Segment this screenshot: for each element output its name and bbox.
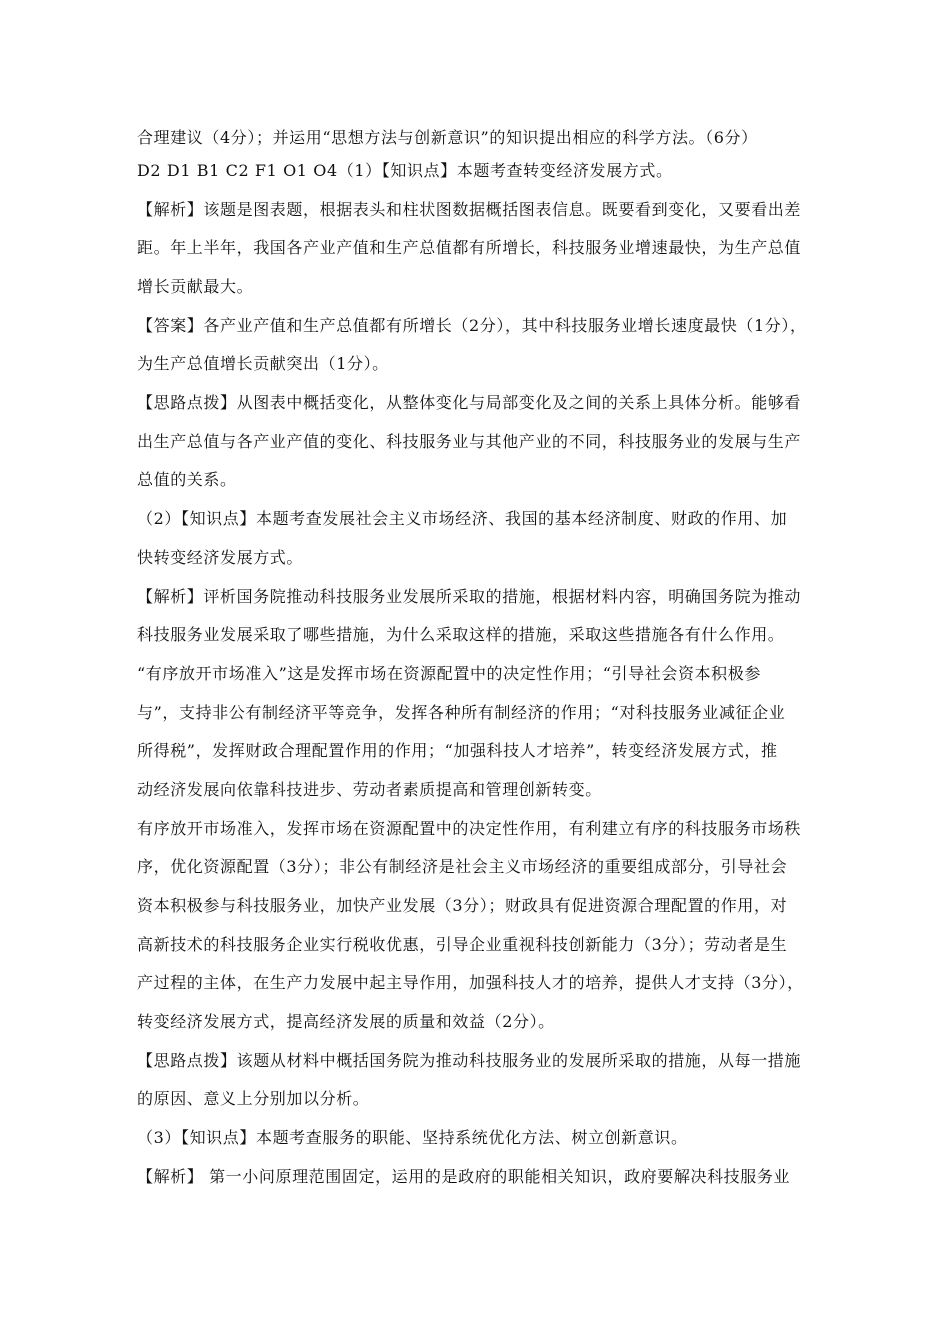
text-line: 产过程的主体，在生产力发展中起主导作用，加强科技人才的培养，提供人才支持（3分）， bbox=[137, 973, 804, 992]
text-line: 【解析】 第一小问原理范围固定，运用的是政府的职能相关知识，政府要解决科技服务业 bbox=[137, 1167, 791, 1186]
text-line: 科技服务业发展采取了哪些措施，为什么采取这样的措施，采取这些措施各有什么作用。 bbox=[137, 625, 785, 644]
text-line: 快转变经济发展方式。 bbox=[137, 548, 304, 567]
text-line: 总值的关系。 bbox=[137, 470, 237, 489]
text-line: 为生产总值增长贡献突出（1分）。 bbox=[137, 354, 389, 373]
text-line: 资本积极参与科技服务业，加快产业发展（3分）；财政具有促进资源合理配置的作用，对 bbox=[137, 896, 788, 915]
text-line: 序，优化资源配置（3分）；非公有制经济是社会主义市场经济的重要组成部分，引导社会 bbox=[137, 857, 788, 876]
text-line: “有序放开市场准入”这是发挥市场在资源配置中的决定性作用；“引导社会资本积极参 bbox=[137, 664, 761, 683]
text-line: （3）【知识点】本题考查服务的职能、坚持系统优化方法、树立创新意识。 bbox=[137, 1128, 688, 1147]
text-line: 合理建议（4分）；并运用“思想方法与创新意识”的知识提出相应的科学方法。（6分） bbox=[137, 128, 758, 147]
text-line: 距。年上半年，我国各产业产值和生产总值都有所增长，科技服务业增速最快，为生产总值 bbox=[137, 238, 802, 257]
text-line: 【解析】该题是图表题，根据表头和柱状图数据概括图表信息。既要看到变化，又要看出差 bbox=[137, 200, 802, 219]
text-line: 的原因、意义上分别加以分析。 bbox=[137, 1089, 370, 1108]
text-line: 【答案】各产业产值和生产总值都有所增长（2分），其中科技服务业增长速度最快（1分）， bbox=[137, 316, 807, 335]
text-line: 出生产总值与各产业产值的变化、科技服务业与其他产业的不同，科技服务业的发展与生产 bbox=[137, 432, 802, 451]
text-line: 所得税”，发挥财政合理配置作用的作用；“加强科技人才培养”，转变经济发展方式，推 bbox=[137, 741, 778, 760]
text-line: 动经济发展向依靠科技进步、劳动者素质提高和管理创新转变。 bbox=[137, 780, 602, 799]
text-line: 转变经济发展方式，提高经济发展的质量和效益（2分）。 bbox=[137, 1012, 555, 1031]
text-line: 【思路点拨】从图表中概括变化，从整体变化与局部变化及之间的关系上具体分析。能够看 bbox=[137, 393, 802, 412]
text-line: 有序放开市场准入，发挥市场在资源配置中的决定性作用，有利建立有序的科技服务市场秩 bbox=[137, 819, 802, 838]
text-line: 【解析】评析国务院推动科技服务业发展所采取的措施，根据材料内容，明确国务院为推动 bbox=[137, 587, 802, 606]
text-line: D2 D1 B1 C2 F1 O1 O4（1）【知识点】本题考查转变经济发展方式。 bbox=[137, 161, 673, 180]
text-line: 【思路点拨】该题从材料中概括国务院为推动科技服务业的发展所采取的措施，从每一措施 bbox=[137, 1051, 802, 1070]
text-line: （2）【知识点】本题考查发展社会主义市场经济、我国的基本经济制度、财政的作用、加 bbox=[137, 509, 788, 528]
text-line: 增长贡献最大。 bbox=[137, 277, 254, 296]
text-line: 与”，支持非公有制经济平等竞争，发挥各种所有制经济的作用；“对科技服务业减征企业 bbox=[137, 703, 786, 722]
text-line: 高新技术的科技服务企业实行税收优惠，引导企业重视科技创新能力（3分）；劳动者是生 bbox=[137, 935, 788, 954]
